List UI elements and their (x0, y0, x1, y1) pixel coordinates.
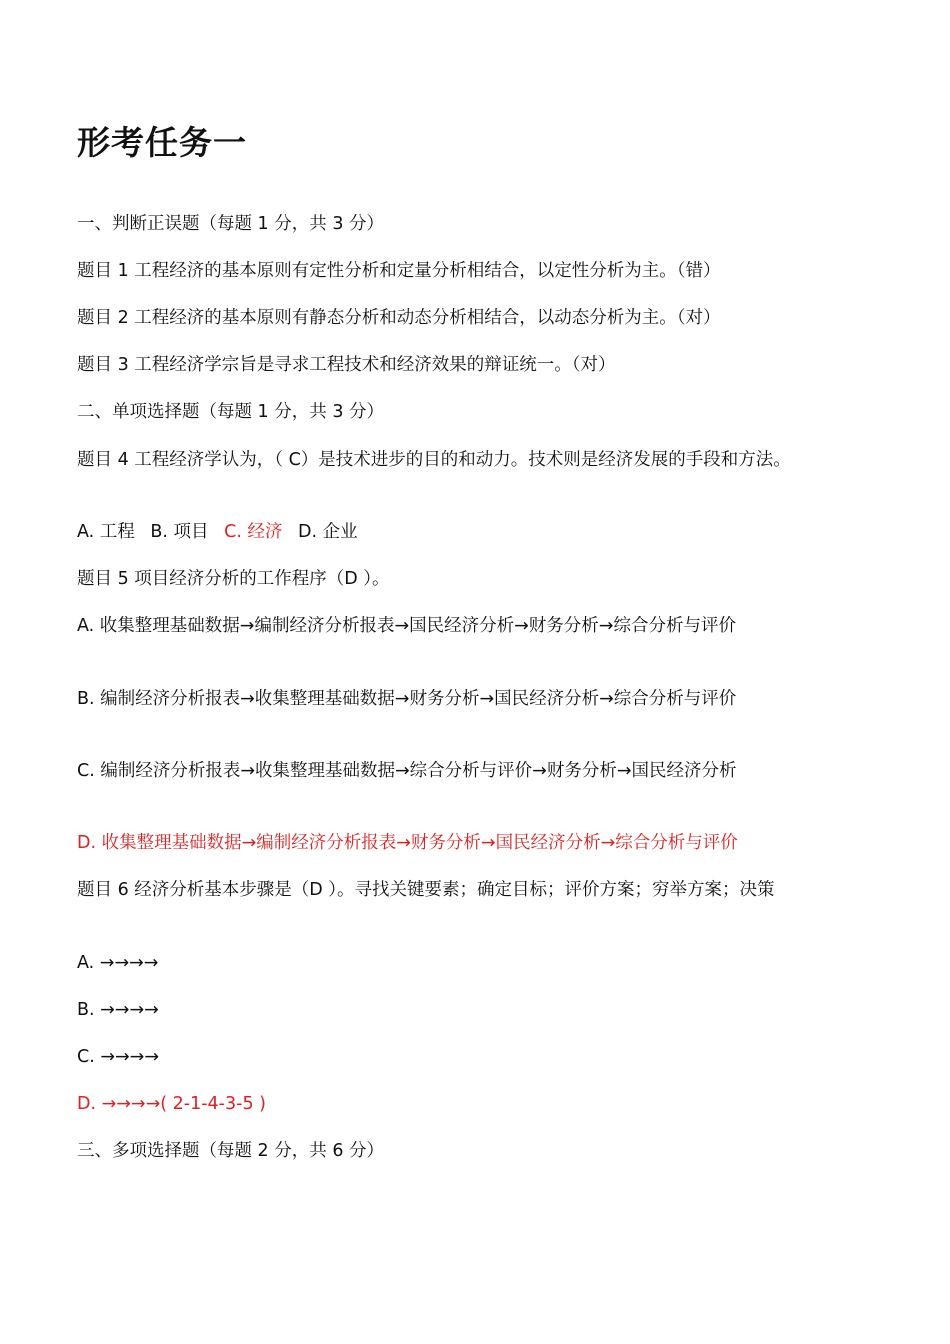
q5-option-a: A. 收集整理基础数据→编制经济分析报表→国民经济分析→财务分析→综合分析与评价 (77, 616, 736, 636)
q4-option-c-answer: C. 经济 (224, 522, 283, 542)
q4-option-b: B. 项目 (150, 522, 209, 542)
q6-option-a: A. →→→→ (77, 953, 159, 973)
q4-option-a: A. 工程 (77, 522, 135, 542)
question-4-options (77, 520, 837, 545)
question-2: 题目 2 工程经济的基本原则有静态分析和动态分析相结合，以动态分析为主。（对） (77, 308, 721, 328)
section-heading-1: 一、判断正误题（每题 1 分，共 3 分） (77, 214, 385, 234)
q6-option-d-answer: D. →→→→( 2-1-4-3-5 ) (77, 1094, 266, 1114)
section-heading-3: 三、多项选择题（每题 2 分，共 6 分） (77, 1141, 385, 1161)
q6-option-b: B. →→→→ (77, 1000, 159, 1020)
q5-option-b: B. 编制经济分析报表→收集整理基础数据→财务分析→国民经济分析→综合分析与评价 (77, 689, 737, 709)
q5-option-c: C. 编制经济分析报表→收集整理基础数据→综合分析与评价→财务分析→国民经济分析 (77, 761, 737, 781)
question-3: 题目 3 工程经济学宗旨是寻求工程技术和经济效果的辩证统一。（对） (77, 355, 616, 375)
q5-option-d-answer: D. 收集整理基础数据→编制经济分析报表→财务分析→国民经济分析→综合分析与评价 (77, 833, 738, 853)
question-1: 题目 1 工程经济的基本原则有定性分析和定量分析相结合，以定性分析为主。（错） (77, 261, 721, 281)
q4-option-d: D. 企业 (298, 522, 358, 542)
q6-option-c: C. →→→→ (77, 1047, 159, 1067)
page-title: 形考任务一 (77, 123, 247, 162)
question-6: 题目 6 经济分析基本步骤是（D ）。寻找关键要素；确定目标；评价方案；穷举方案；决策 (77, 880, 775, 900)
question-4: 题目 4 工程经济学认为，（ C）是技术进步的目的和动力。技术则是经济发展的手段和方法。 (77, 450, 791, 470)
question-5: 题目 5 项目经济分析的工作程序（D ）。 (77, 569, 390, 589)
section-heading-2: 二、单项选择题（每题 1 分，共 3 分） (77, 402, 385, 422)
